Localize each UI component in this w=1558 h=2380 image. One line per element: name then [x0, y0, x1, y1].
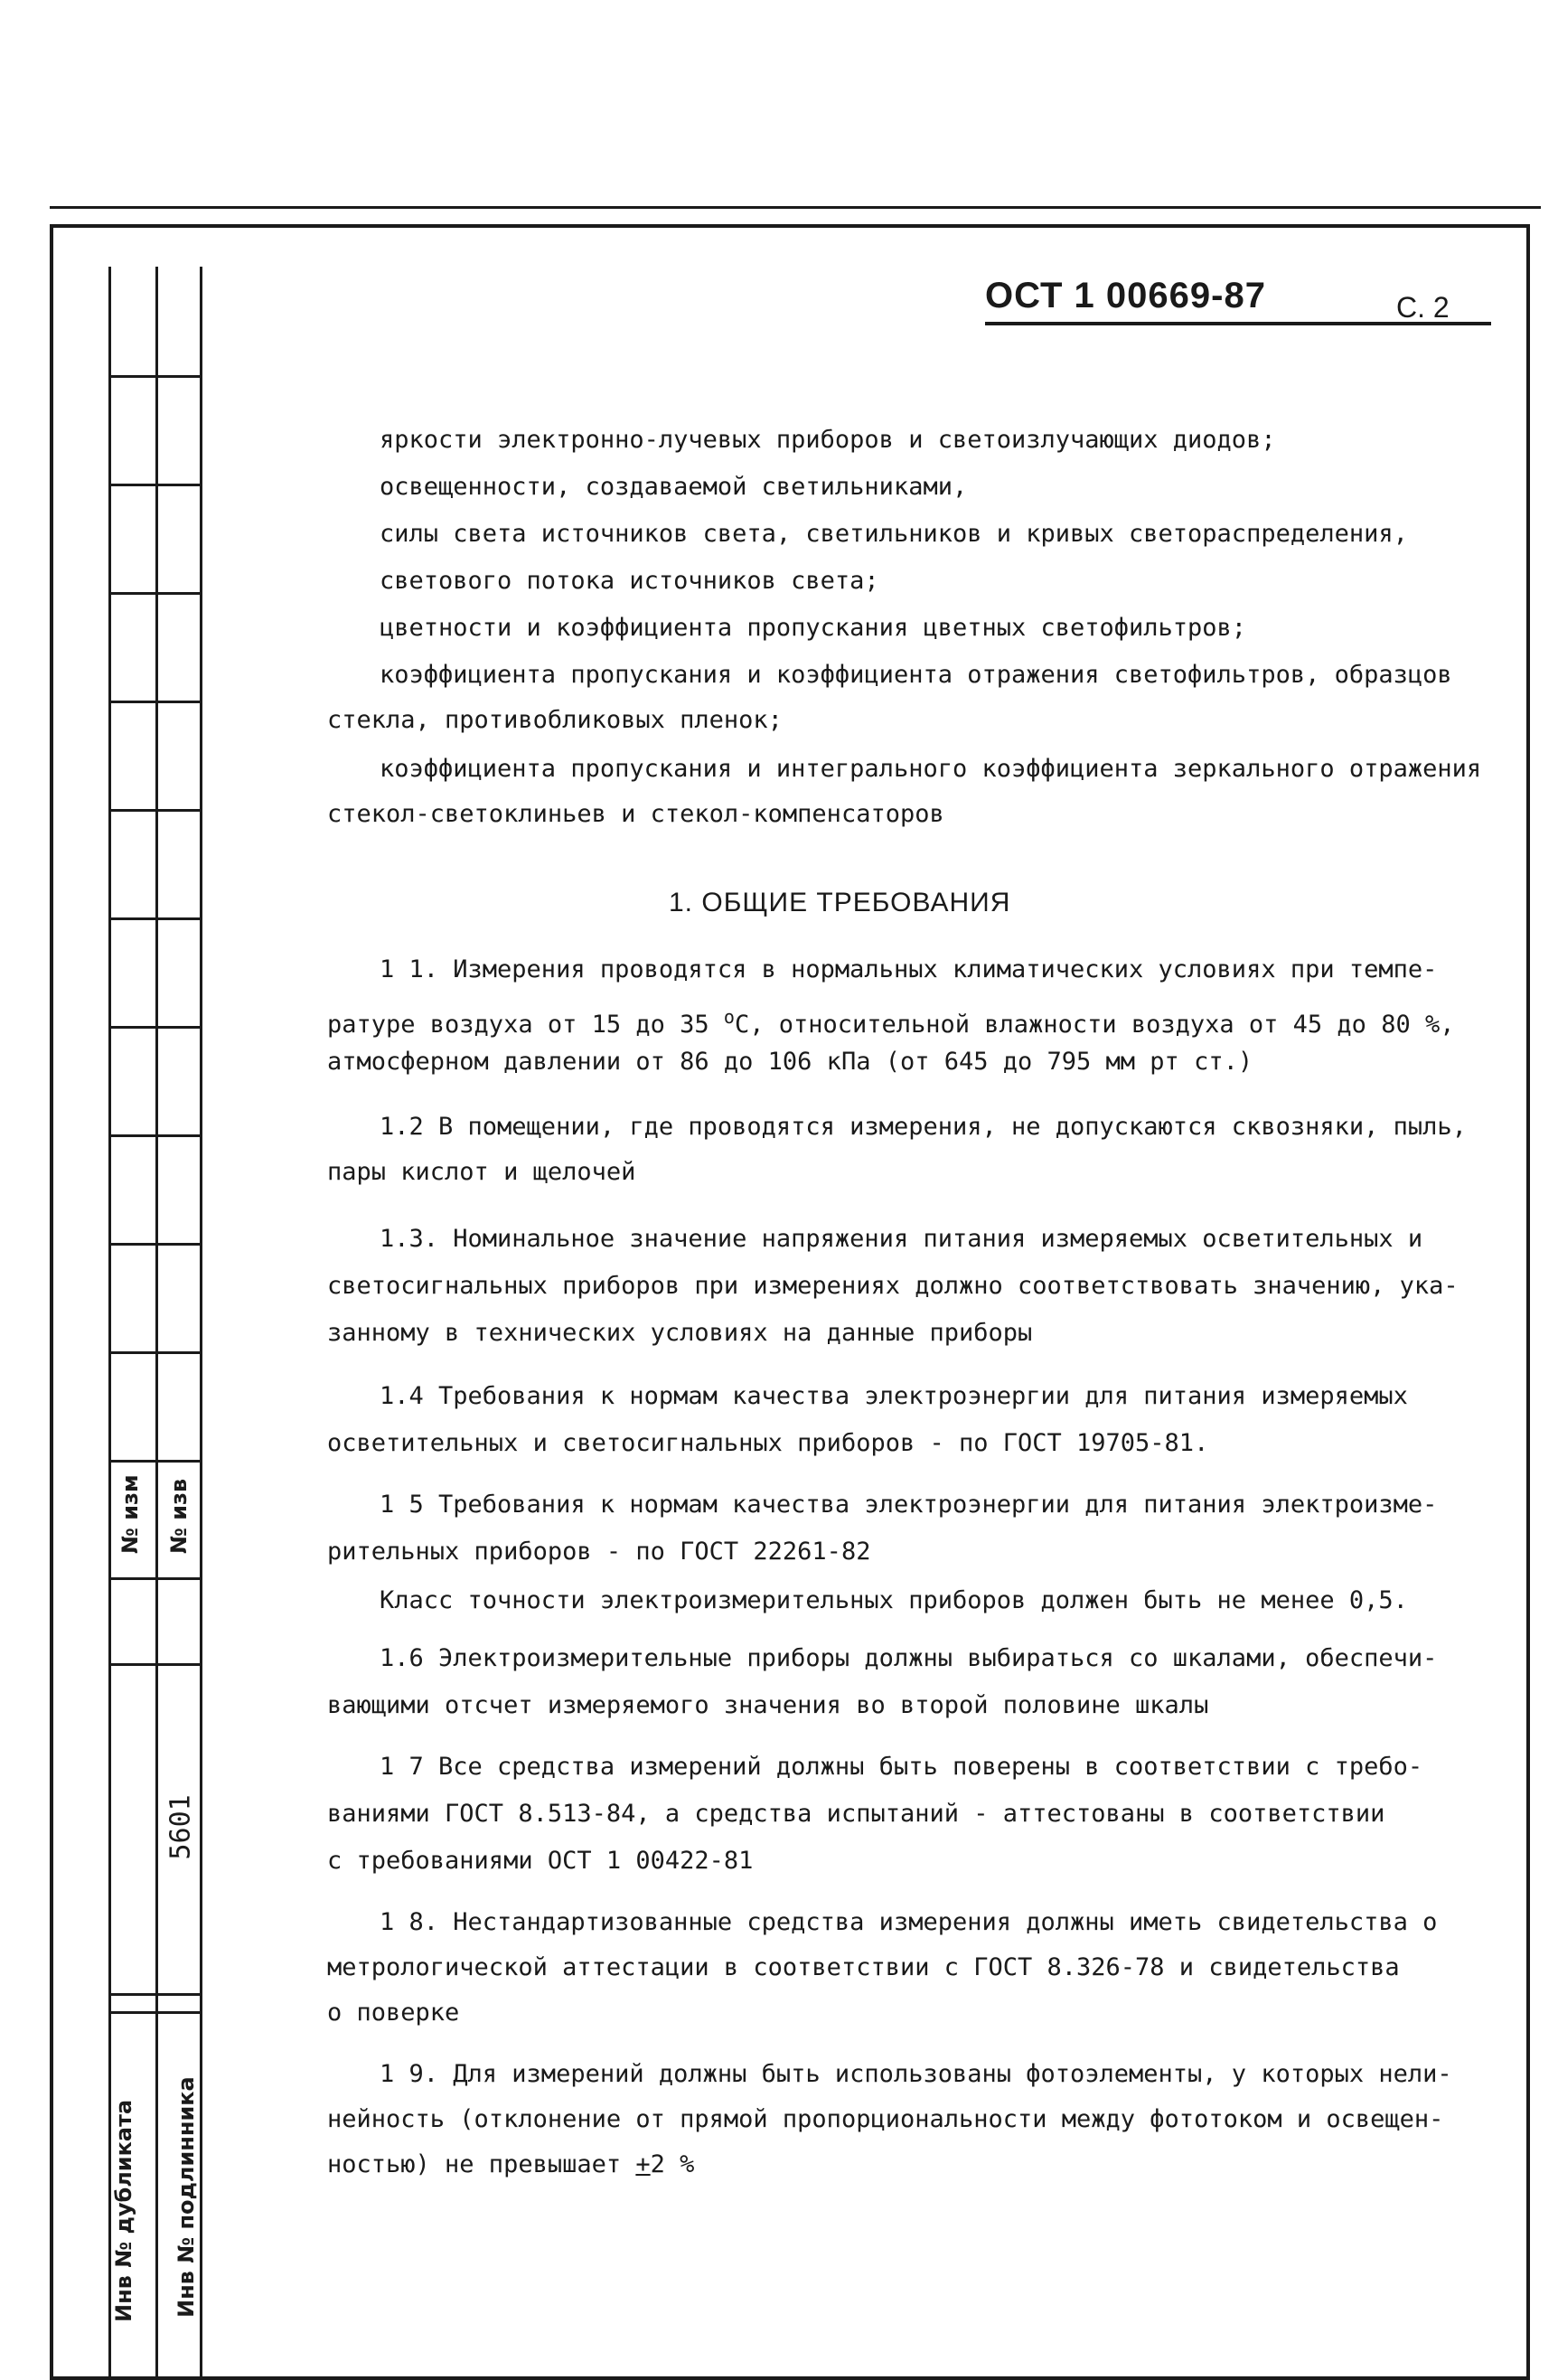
p1-9-line3-b: 2 %	[650, 2150, 695, 2178]
p1-7-line: с требованиями ОСТ 1 00422-81	[327, 1847, 754, 1875]
stamp-cell-line	[108, 1351, 202, 1354]
p1-3-line: светосигнальных приборов при измерениях должно соответствовать значению, ука-	[327, 1272, 1459, 1300]
p1-1-line1: 1 1. Измерения проводятся в нормальных климатических условиях при темпе-	[380, 955, 1438, 983]
stamp-cell-line	[108, 701, 202, 703]
stamp-cell-line	[108, 1993, 202, 1996]
p1-7-line: ваниями ГОСТ 8.513-84, а средства испытаний - аттестованы в соответствии	[327, 1800, 1385, 1828]
p1-8-line: о поверке	[327, 1999, 460, 2027]
document-code: ОСТ 1 00669-87	[985, 276, 1266, 315]
stamp-cell-line	[108, 375, 202, 378]
stamp-divider	[155, 267, 158, 2379]
p1-1-line2-b: С, относительной влажности воздуха от 45 до 80 %,	[734, 1011, 1455, 1039]
p1-4-line: 1.4 Требования к нормам качества электроэнергии для питания измеряемых	[380, 1382, 1408, 1410]
p1-9-line3	[327, 2142, 1502, 2187]
p1-1-line2-a: ратуре воздуха от 15 до 35	[327, 1011, 724, 1039]
stamp-cell-line	[108, 1663, 202, 1666]
intro-line: яркости электронно-лучевых приборов и светоизлучающих диодов;	[380, 426, 1276, 454]
p1-8-line: 1 8. Нестандартизованные средства измерения должны иметь свидетельства о	[380, 1908, 1438, 1936]
stamp-cell-line	[108, 1460, 202, 1463]
p1-9-line: нейность (отклонение от прямой пропорциональности между фототоком и освещен-	[327, 2105, 1444, 2133]
p1-4-line: осветительных и светосигнальных приборов - по ГОСТ 19705-81.	[327, 1429, 1209, 1457]
intro-line: стекол-светоклиньев и стекол-компенсаторов	[327, 800, 944, 828]
intro-line: светового потока источников света;	[380, 567, 879, 595]
plus-minus-sign: +	[635, 2150, 651, 2178]
stamp-izm: № изм	[117, 1474, 143, 1554]
stamp-number: 5601	[164, 1794, 197, 1860]
section-title: 1. ОБЩИЕ ТРЕБОВАНИЯ	[669, 888, 1011, 917]
p1-3-line: 1.3. Номинальное значение напряжения питания измеряемых осветительных и	[380, 1225, 1423, 1253]
p1-3-line: занному в технических условиях на данные приборы	[327, 1319, 1033, 1347]
intro-line: силы света источников света, светильников и кривых светораспределения,	[380, 520, 1408, 548]
p1-5-line: рительных приборов - по ГОСТ 22261-82	[327, 1538, 871, 1566]
top-rule	[50, 206, 1541, 209]
p1-5-line: Класс точности электроизмерительных приборов должен быть не менее 0,5.	[380, 1586, 1408, 1614]
p1-2-line: пары кислот и щелочей	[327, 1158, 636, 1186]
stamp-cell-line	[108, 484, 202, 486]
intro-line: цветности и коэффициента пропускания цветных светофильтров;	[380, 614, 1247, 642]
intro-line: освещенности, создаваемой светильниками,	[380, 473, 968, 501]
p1-9-line3-a: ностью) не превышает	[327, 2150, 636, 2178]
degree-sign: о	[723, 1006, 735, 1028]
intro-line: коэффициента пропускания и интегрального коэффициента зеркального отражения	[380, 755, 1482, 783]
p1-6-line: 1.6 Электроизмерительные приборы должны выбираться со шкалами, обеспечи-	[380, 1644, 1438, 1672]
stamp-cell-line	[108, 809, 202, 812]
p1-5-line: 1 5 Требования к нормам качества электроэнергии для питания электроизме-	[380, 1491, 1438, 1519]
p1-8-line: метрологической аттестации в соответствии с ГОСТ 8.326-78 и свидетельства	[327, 1953, 1400, 1981]
intro-line: стекла, противобликовых пленок;	[327, 706, 783, 734]
stamp-cell-line	[108, 1577, 202, 1580]
stamp-dublikata: Инв № дубликата	[111, 2099, 136, 2322]
stamp-podlinnika: Инв № подлинника	[174, 2076, 199, 2318]
p1-7-line: 1 7 Все средства измерений должны быть поверены в соответствии с требо-	[380, 1753, 1423, 1781]
stamp-cell-line	[108, 1134, 202, 1137]
stamp-izv: № изв	[166, 1478, 192, 1554]
stamp-cell-line	[108, 2011, 202, 2014]
p1-9-line: 1 9. Для измерений должны быть использованы фотоэлементы, у которых нели-	[380, 2060, 1452, 2088]
stamp-cell-line	[108, 1026, 202, 1029]
p1-1-line3: атмосферном давлении от 86 до 106 кПа (от 645 до 795 мм рт ст.)	[327, 1048, 1253, 1076]
p1-2-line: 1.2 В помещении, где проводятся измерения, не допускаются сквозняки, пыль,	[380, 1113, 1467, 1141]
stamp-cell-line	[108, 1243, 202, 1246]
intro-line: коэффициента пропускания и коэффициента отражения светофильтров, образцов	[380, 661, 1452, 689]
stamp-cell-line	[108, 592, 202, 595]
stamp-cell-line	[108, 917, 202, 920]
page-number: С. 2	[1396, 291, 1450, 324]
p1-6-line: вающими отсчет измеряемого значения во второй половине шкалы	[327, 1691, 1209, 1719]
